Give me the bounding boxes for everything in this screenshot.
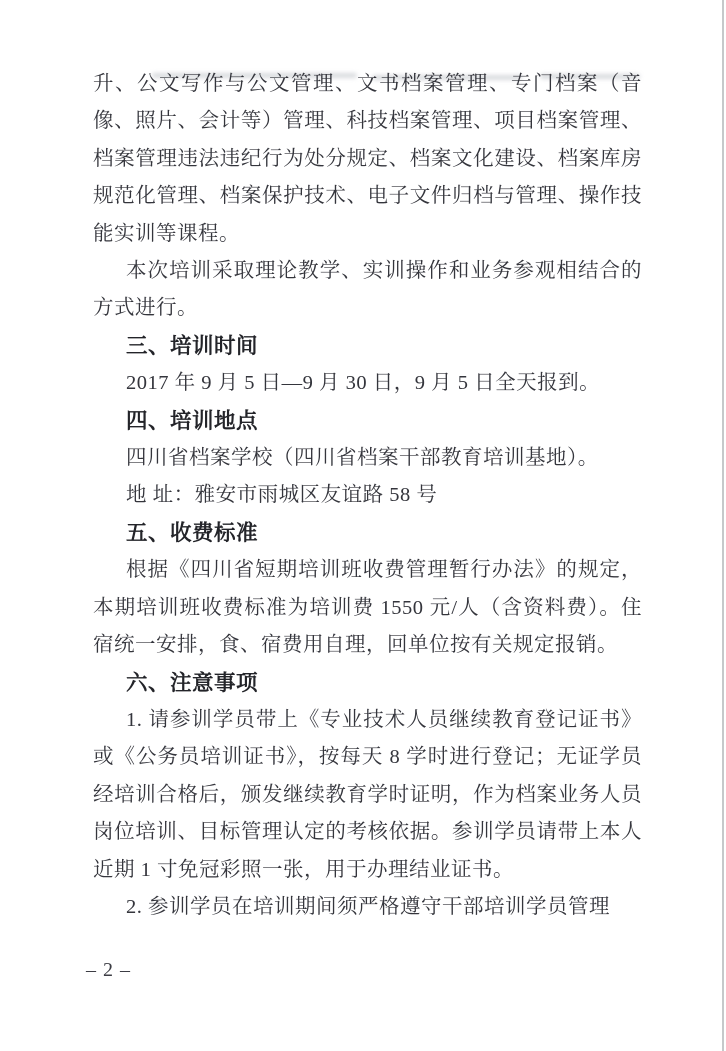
document-body <box>93 66 642 926</box>
page-number: – 2 – <box>86 959 131 981</box>
paragraph: 2017 年 9 月 5 日—9 月 30 日，9 月 5 日全天报到。 <box>126 372 601 395</box>
section-heading: 五、收费标准 <box>126 520 259 545</box>
paragraph: 升、公文写作与公文管理、文书档案管理、专门档案（音像、照片、会计等）管理、科技档案管理、项目档案管理、档案管理违法违纪行为处分规定、档案文化建设、档案库房规范化管理、档案保护技术、电子文件归档与管理、操作技能实训等课程。 <box>93 73 642 245</box>
paragraph: 地 址：雅安市雨城区友谊路 58 号 <box>126 484 438 507</box>
section-heading: 三、培训时间 <box>126 333 259 358</box>
section-heading: 六、注意事项 <box>126 670 259 695</box>
paragraph: 四川省档案学校（四川省档案干部教育培训基地）。 <box>126 447 599 470</box>
paragraph: 根据《四川省短期培训班收费管理暂行办法》的规定，本期培训班收费标准为培训费 1550 元/人（含资料费）。住宿统一安排，食、宿费用自理，回单位按有关规定报销。 <box>93 559 642 657</box>
scan-edge-line <box>722 0 724 1051</box>
paragraph: 2. 参训学员在培训期间须严格遵守干部培训学员管理 <box>126 895 610 918</box>
paragraph: 1. 请参训学员带上《专业技术人员继续教育登记证书》或《公务员培训证书》，按每天 8 学时进行登记；无证学员经培训合格后，颁发继续教育学时证明，作为档案业务人员岗位培训、目标管理认定的考核依据。参训学员请带上本人近期 1 寸免冠彩照一张，用于办理结业证书。 <box>93 708 642 881</box>
section-heading: 四、培训地点 <box>126 408 259 433</box>
paragraph: 本次培训采取理论教学、实训操作和业务参观相结合的方式进行。 <box>93 260 642 320</box>
